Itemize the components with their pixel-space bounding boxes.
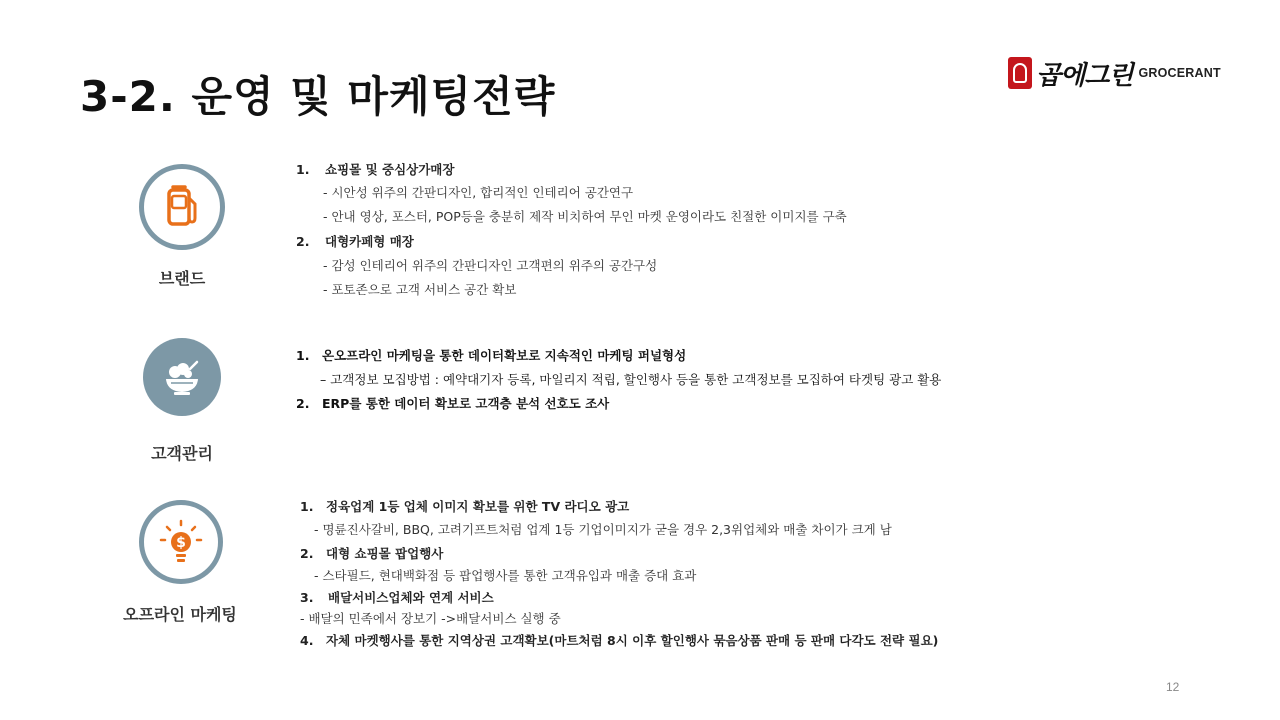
customer-item-1-detail-1: – 고객정보 모집방법 : 예약대기자 등록, 마일리지 적립, 할인행사 등을 통한 고객정보를 모집하여 타겟팅 광고 활용: [320, 372, 942, 387]
page-title: 3-2. 운영 및 마케팅전략: [80, 72, 556, 121]
customer-section-icon: [143, 338, 221, 416]
brand-item-2: 2. 대형카페형 매장: [296, 234, 414, 249]
svg-text:$: $: [176, 535, 186, 551]
brand-item-1: 1. 쇼핑몰 및 중심상가매장: [296, 162, 455, 177]
offline-item-1: 1. 정육업계 1등 업체 이미지 확보를 위한 TV 라디오 광고: [300, 499, 630, 514]
brand-section-icon: [139, 164, 225, 250]
logo-english-text: GROCERANT: [1138, 66, 1221, 80]
brand-item-2-detail-2: - 포토존으로 고객 서비스 공간 확보: [323, 282, 517, 297]
section-label-customer: 고객관리: [151, 444, 213, 463]
fuel-pump-icon: [159, 184, 205, 230]
customer-item-1: 1. 온오프라인 마케팅을 통한 데이터확보로 지속적인 마케팅 퍼널형성: [296, 348, 687, 363]
offline-item-3-detail: - 배달의 민족에서 장보기 ->배달서비스 실행 중: [300, 611, 561, 626]
brand-logo: [1008, 56, 1221, 90]
offline-item-2-detail: - 스타필드, 현대백화점 등 팝업행사를 통한 고객유입과 매출 증대 효과: [314, 568, 697, 583]
brand-item-2-detail-1: - 감성 인테리어 위주의 간판디자인 고객편의 위주의 공간구성: [323, 258, 658, 273]
salad-bowl-icon: [160, 355, 204, 399]
page-number: 12: [1166, 680, 1180, 694]
offline-item-1-detail: - 명륜진사갈비, BBQ, 고려기프트처럼 업계 1등 기업이미지가 굳을 경우 2,3위업체와 매출 차이가 크게 남: [314, 522, 892, 537]
brand-item-1-detail-1: - 시안성 위주의 간판디자인, 합리적인 인테리어 공간연구: [323, 185, 634, 200]
customer-item-2: 2. ERP를 통한 데이터 확보로 고객층 분석 선호도 조사: [296, 396, 610, 411]
logo-korean-text: 곱에그린: [1036, 60, 1133, 91]
offline-item-2: 2. 대형 쇼핑몰 팝업행사: [300, 546, 444, 561]
offline-marketing-section-icon: [139, 500, 223, 584]
offline-item-3: 3. 배달서비스업체와 연계 서비스: [300, 590, 494, 605]
lightbulb-dollar-icon: [157, 518, 205, 566]
logo-seal-icon: [1008, 57, 1032, 89]
section-label-offline-marketing: 오프라인 마케팅: [123, 605, 237, 624]
brand-item-1-detail-2: - 안내 영상, 포스터, POP등을 충분히 제작 비치하여 무인 마켓 운영이라도 친절한 이미지를 구축: [323, 209, 847, 224]
offline-item-4: 4. 자체 마켓행사를 통한 지역상권 고객확보(마트처럼 8시 이후 할인행사 묶음상품 판매 등 판매 다각도 전략 필요): [300, 633, 939, 648]
section-label-brand: 브랜드: [158, 269, 206, 288]
